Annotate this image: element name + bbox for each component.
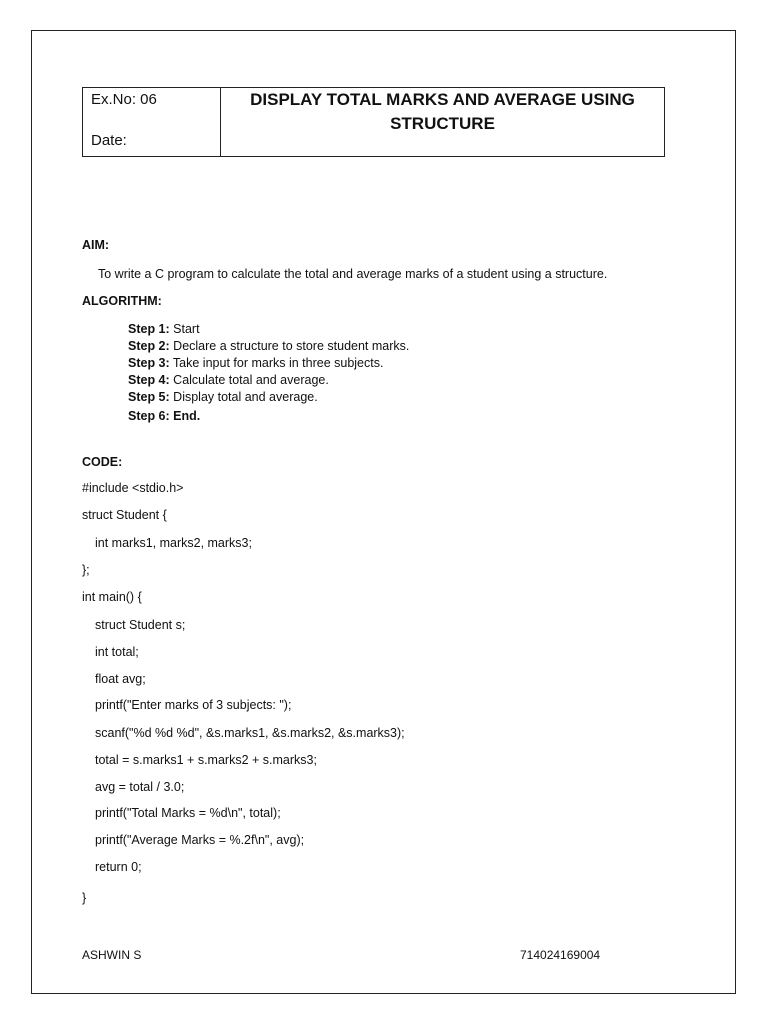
code-line: avg = total / 3.0; <box>95 780 185 794</box>
step-label: Step 4: <box>128 373 170 387</box>
algorithm-step <box>128 409 200 423</box>
code-line: printf("Total Marks = %d\n", total); <box>95 806 281 820</box>
step-text: Declare a structure to store student marks. <box>169 339 410 353</box>
step-text: Calculate total and average. <box>169 373 329 387</box>
code-line: float avg; <box>95 672 146 686</box>
algorithm-step <box>128 390 318 404</box>
code-line: }; <box>82 563 90 577</box>
code-line: int main() { <box>82 590 142 604</box>
code-line: struct Student s; <box>95 618 186 632</box>
step-text: Display total and average. <box>169 390 318 404</box>
aim-heading: AIM: <box>82 238 110 252</box>
algorithm-heading: ALGORITHM: <box>82 294 162 308</box>
code-line: printf("Enter marks of 3 subjects: "); <box>95 698 292 712</box>
title-line-2: STRUCTURE <box>390 114 495 133</box>
header-left-cell <box>83 88 221 156</box>
code-line: #include <stdio.h> <box>82 481 184 495</box>
exercise-number: Ex.No: 06 <box>91 91 157 108</box>
code-line: scanf("%d %d %d", &s.marks1, &s.marks2, &s.marks3); <box>95 726 405 740</box>
code-line: int total; <box>95 645 139 659</box>
code-line: return 0; <box>95 860 142 874</box>
page-title <box>221 88 664 156</box>
code-line: printf("Average Marks = %.2f\n", avg); <box>95 833 305 847</box>
step-label: Step 2: <box>128 339 170 353</box>
code-heading: CODE: <box>82 455 123 469</box>
aim-text: To write a C program to calculate the total and average marks of a student using a structure. <box>98 267 608 281</box>
step-text: End. <box>169 409 201 423</box>
step-label: Step 6: <box>128 409 170 423</box>
footer-number: 714024169004 <box>520 948 601 962</box>
code-line: total = s.marks1 + s.marks2 + s.marks3; <box>95 753 317 767</box>
step-label: Step 5: <box>128 390 170 404</box>
code-line: struct Student { <box>82 508 167 522</box>
step-text: Take input for marks in three subjects. <box>169 356 384 370</box>
code-line: } <box>82 891 87 905</box>
code-line: int marks1, marks2, marks3; <box>95 536 252 550</box>
step-label: Step 1: <box>128 322 170 336</box>
step-text: Start <box>169 322 200 336</box>
title-line-1: DISPLAY TOTAL MARKS AND AVERAGE USING <box>250 90 635 109</box>
date-label: Date: <box>91 132 127 149</box>
algorithm-step <box>128 356 383 370</box>
step-label: Step 3: <box>128 356 170 370</box>
header-table <box>82 87 665 157</box>
algorithm-step <box>128 373 329 387</box>
algorithm-step <box>128 322 200 336</box>
footer-name: ASHWIN S <box>82 948 142 962</box>
algorithm-step <box>128 339 409 353</box>
